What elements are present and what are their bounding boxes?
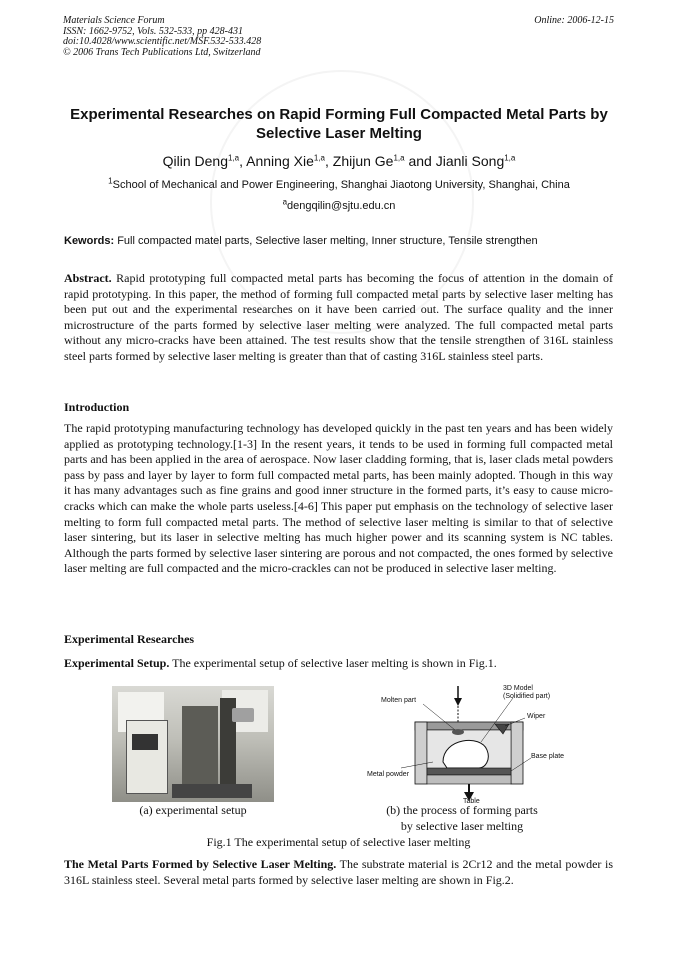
paper-title: Experimental Researches on Rapid Forming Full Compacted Metal Parts by Selective Laser Melting [70,106,608,142]
author-superscript: 1,a [393,153,405,163]
author-name: Qilin Deng [162,153,228,169]
author-name: Anning Xie [246,153,314,169]
author-list [40,153,638,169]
keywords-label: Kewords: [64,235,115,247]
setup-label: Experimental Setup. [64,656,170,670]
label-base-plate: Base plate [531,753,565,760]
caption-b-line1: (b) the process of forming parts [386,803,538,817]
label-molten-part: Molten part [381,697,417,704]
experimental-setup [64,656,613,672]
metal-parts-label: The Metal Parts Formed by Selective Laser Melting. [64,857,337,871]
email-superscript: a [282,197,288,207]
setup-text: The experimental setup of selective laser melting is shown in Fig.1. [172,656,497,670]
journal-name: Materials Science Forum [63,15,165,26]
build-table [427,775,511,784]
introduction-heading: Introduction [64,400,130,414]
experimental-setup-photo [112,686,274,802]
photo-machine-body [182,706,218,792]
caption-a: (a) experimental setup [139,803,247,817]
keywords-text: Full compacted matel parts, Selective laser melting, Inner structure, Tensile strengthen [117,235,538,247]
experimental-heading: Experimental Researches [64,632,195,646]
photo-laser-head [232,708,254,722]
abstract [64,271,613,365]
author-separator: , [324,153,333,169]
author-separator: and [404,153,436,169]
photo-machine-base [172,784,252,798]
affiliation-superscript: 1 [108,176,113,186]
journal-header [63,16,261,58]
keywords [64,235,624,247]
molten-pool [452,729,464,735]
label-solidified-part: (Solidified part) [503,693,551,700]
label-wiper: Wiper [527,713,546,720]
email-address[interactable]: dengqilin@sjtu.edu.cn [287,200,396,212]
introduction-text: The rapid prototyping manufacturing technology has developed quickly in the past ten years and has been widely applied as prototyping technology.[1-3] In the resent years, it tends to be used in forming full compacted metal parts and has been applied in the area of aerospace. Now laser cladding forming, that is, laser clads metal powders pass by pass and layer by layer to form full compacted metal parts, has been mainly adopted. Though in this way it has many advantages such as fine grains and good inner structure in the formed parts, it’s easy to cause micro-cracks which can make the whole parts useless.[4-6] This paper put emphasis on the technology of selective laser melting to form full compacted metal parts. The method of selective laser melting is similar to that of selective laser sintering, but its laser in selective melting has much higher power and its scanning system is NC tables. Although the parts formed by selective laser sintering are porous and not compacted, the ones formed by selective laser melting are full compacted and the micro-crackles can not be produced in selective laser melting. [64,421,613,576]
chamber-right-wall [511,722,523,784]
email-line [40,197,638,212]
copyright-line: © 2006 Trans Tech Publications Ltd, Switzerland [63,46,261,58]
laser-arrow [454,698,462,706]
slm-process-diagram [363,684,573,804]
figure-caption: Fig.1 The experimental setup of selective laser melting [206,835,471,849]
label-table: Table [463,798,480,804]
author-superscript: 1,a [313,153,325,163]
abstract-label: Abstract. [64,271,112,285]
caption-b [352,803,572,834]
base-plate [427,768,511,775]
metal-parts-text: The substrate material is 2Cr12 and the metal powder is 316L stainless steel. Several metal parts formed by selective laser melting are shown in Fig.2. [64,857,613,887]
author-separator: , [239,153,247,169]
photo-control-cabinet [126,720,168,794]
caption-b-line2: by selective laser melting [400,818,524,833]
affiliation-text: School of Mechanical and Power Engineering, Shanghai Jiaotong University, Shanghai, China [112,179,570,191]
author-name: Jianli Song [435,153,505,169]
author-superscript: 1,a [504,153,516,163]
author-superscript: 1,a [228,153,240,163]
doi-line[interactable]: doi:10.4028/www.scientific.net/MSF.532-533.428 [63,36,262,48]
author-name: Zhijun Ge [332,153,394,169]
abstract-text: Rapid prototyping full compacted metal parts has becoming the focus of attention in the domain of rapid prototyping. In this paper, the method of forming full compacted metal parts by selective laser melting has been put out and the experimental researches on it have been carried out. The surface quality and the inner microstructure of the parts formed by selective laser melting were analyzed. The full compacted metal parts without any micro-cracks have been attained. The test results show that the tensile strengthen of 316L stainless steel parts formed by selective laser melting is greater than that of casting 316L stainless steel parts. [64,271,614,363]
chamber-left-wall [415,722,427,784]
online-date: Online: 2006-12-15 [534,15,614,26]
label-metal-powder: Metal powder [367,771,410,778]
label-3d-model: 3D Model [503,685,533,692]
issn-line: ISSN: 1662-9752, Vols. 532-533, pp 428-431 [63,25,243,37]
photo-control-panel [132,734,158,750]
affiliation [40,176,638,191]
metal-parts-paragraph [64,857,613,888]
